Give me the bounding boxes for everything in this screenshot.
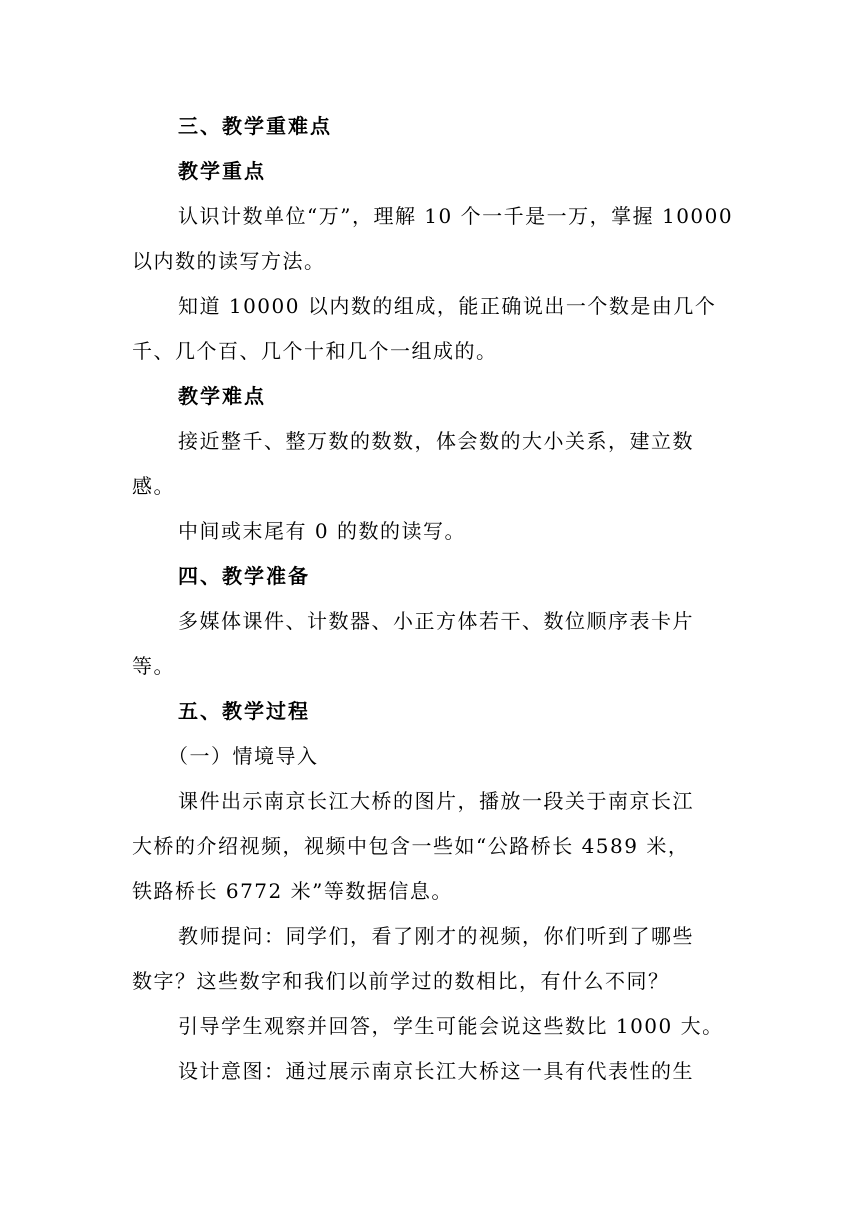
section-heading-key-difficult-points: 三、教学重难点 [178,114,332,138]
paragraph-line: 铁路桥长 6772 米”等数据信息。 [132,879,453,903]
paragraph-difficulty-1 [132,419,732,509]
paragraph-focus-1 [132,194,732,284]
subheading-teaching-difficulty: 教学难点 [178,384,266,408]
paragraph-guide-students [132,1004,732,1049]
paragraph-line: 引导学生观察并回答，学生可能会说这些数比 1000 大。 [178,1014,724,1038]
subheading-teaching-focus: 教学重点 [178,159,266,183]
paragraph-line: 接近整千、整万数的数数，体会数的大小关系，建立数 [178,429,694,453]
paragraph-line: 课件出示南京长江大桥的图片，播放一段关于南京长江 [178,789,694,813]
section-heading-process: 五、教学过程 [178,699,310,723]
paragraph-line: （一）情境导入 [168,744,319,768]
paragraph-line: 设计意图：通过展示南京长江大桥这一具有代表性的生 [178,1059,694,1083]
paragraph-line: 知道 10000 以内数的组成，能正确说出一个数是由几个 [178,294,717,318]
paragraph-preparation [132,599,732,689]
paragraph-line: 以内数的读写方法。 [132,249,326,273]
paragraph-line: 数字？这些数字和我们以前学过的数相比，有什么不同？ [132,969,670,993]
paragraph-line: 感。 [132,474,175,498]
paragraph-situation-intro [132,734,732,779]
paragraph-line: 认识计数单位“万”，理解 10 个一千是一万，掌握 10000 [178,204,734,228]
paragraph-focus-2 [132,284,732,374]
section-heading-preparation: 四、教学准备 [178,564,310,588]
paragraph-courseware [132,779,732,914]
paragraph-design-intent [132,1049,732,1094]
paragraph-line: 千、几个百、几个十和几个一组成的。 [132,339,498,363]
paragraph-line: 多媒体课件、计数器、小正方体若干、数位顺序表卡片 [178,609,694,633]
paragraph-line: 等。 [132,654,175,678]
paragraph-teacher-question [132,914,732,1004]
document-body [132,104,732,1094]
paragraph-line: 教师提问：同学们，看了刚才的视频，你们听到了哪些 [178,924,694,948]
paragraph-line: 中间或末尾有 0 的数的读写。 [178,519,466,543]
paragraph-difficulty-2 [132,509,732,554]
paragraph-line: 大桥的介绍视频，视频中包含一些如“公路桥长 4589 米， [132,834,690,858]
